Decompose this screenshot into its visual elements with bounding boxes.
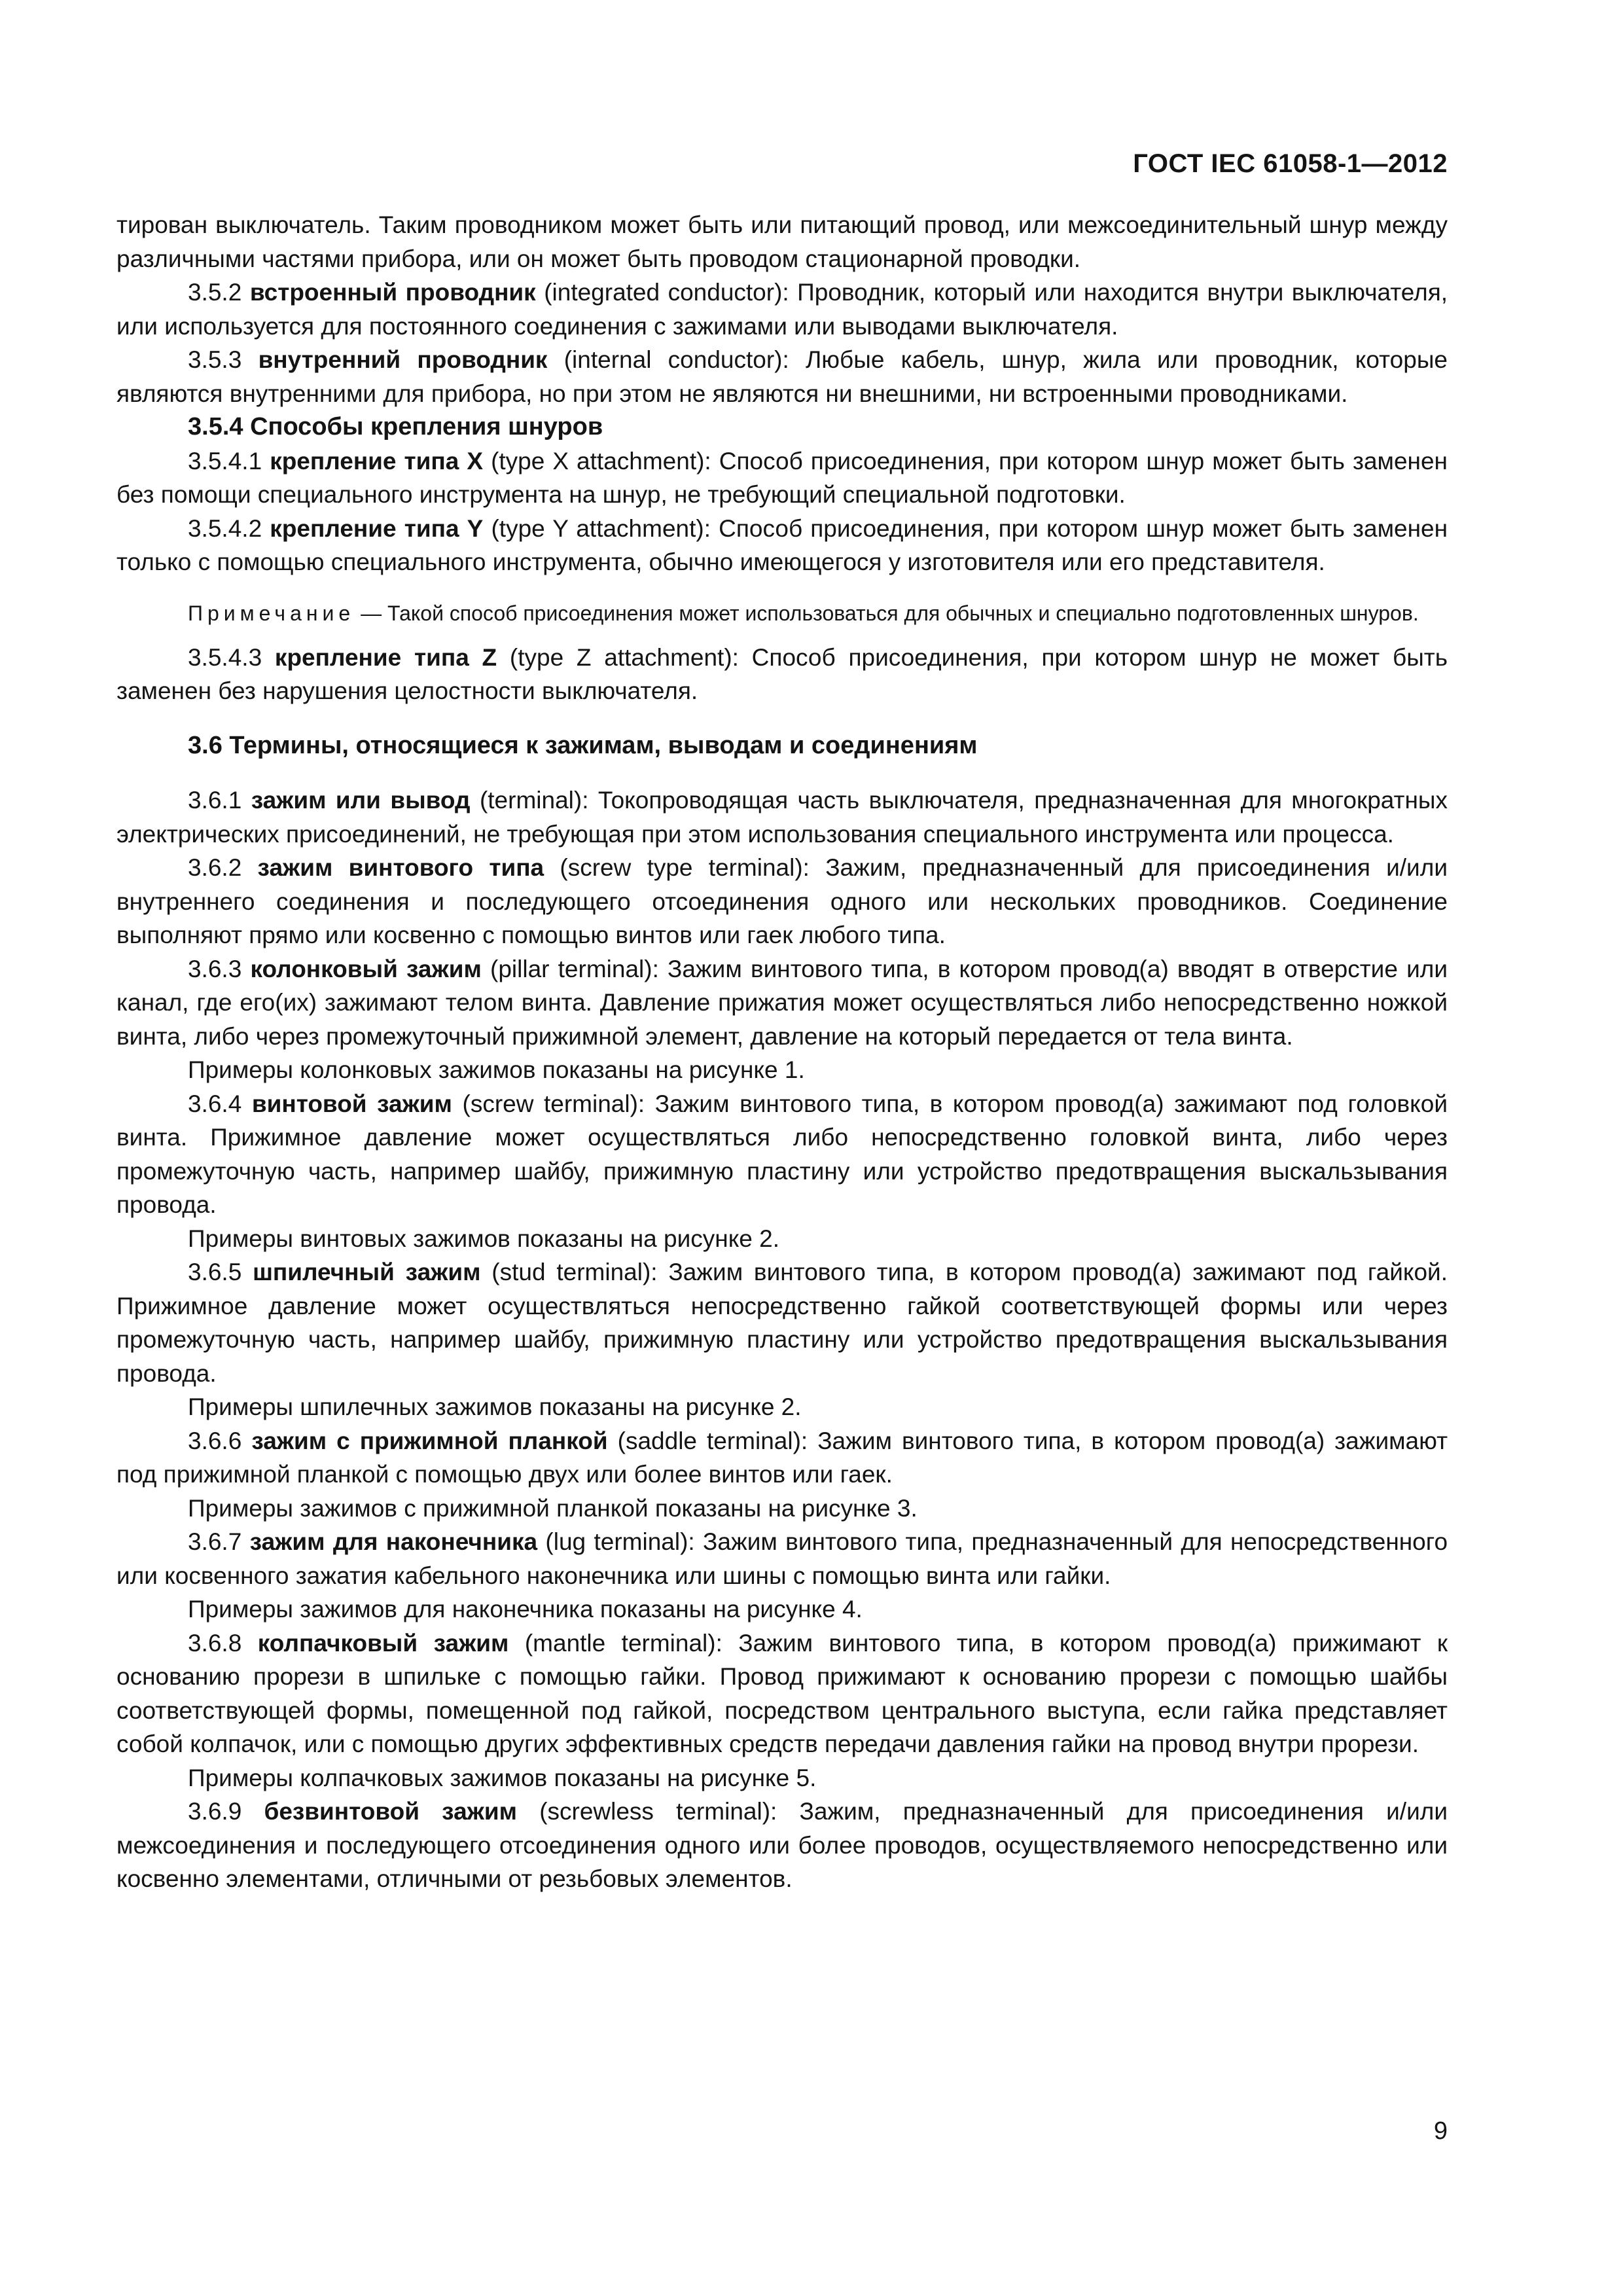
figure-reference: Примеры зажимов с прижимной планкой показаны на рисунке 3. xyxy=(188,1494,918,1522)
definition-text: (stud terminal): Зажим винтового типа, в котором провод(а) зажимают под гайкой. Прижимное давление может осуществляться непосредственно гайкой соответствующей формы или через промежуточную часть, например шайбу, прижимную пластину или устройство предотвращения выскальзывания провода. xyxy=(116,1259,1448,1387)
definition-3-6-4 xyxy=(116,1087,1448,1222)
clause-number: 3.6.8 xyxy=(188,1629,242,1657)
clause-number: 3.5.2 xyxy=(188,279,242,306)
clause-number: 3.6.6 xyxy=(188,1427,242,1454)
figure-reference: Примеры колонковых зажимов показаны на рисунке 1. xyxy=(188,1056,805,1083)
term: крепление типа Y xyxy=(270,514,484,542)
clause-number: 3.5.3 xyxy=(188,346,242,373)
definition-text: (mantle terminal): Зажим винтового типа, в котором провод(а) прижимают к основанию прорези в шпильке с помощью гайки. Провод прижимают к основанию прорези с помощью шайбы соответствующей формы, помещенной под гайкой, посредством центрального выступа, если гайка представляет собой колпачок, или с помощью других эффективных средств передачи давления гайки на провод внутри прорези. xyxy=(116,1629,1448,1757)
definition-text: (internal conductor): Любые кабель, шнур, жила или проводник, которые являются внутренними для прибора, но при этом не являются ни внешними, ни встроенными проводниками. xyxy=(116,346,1448,407)
note xyxy=(116,599,1448,628)
definition-text: (integrated conductor): Проводник, который или находится внутри выключателя, или используется для постоянного соединения с зажимами или выводами выключателя. xyxy=(116,279,1448,340)
definition-3-5-4-3 xyxy=(116,641,1448,708)
term: колпачковый зажим xyxy=(257,1629,509,1657)
clause-number: 3.6.2 xyxy=(188,854,242,881)
definition-3-5-3 xyxy=(116,343,1448,410)
page-number: 9 xyxy=(1433,2117,1448,2145)
figure-reference: Примеры винтовых зажимов показаны на рисунке 2. xyxy=(188,1225,780,1252)
term: крепление типа X xyxy=(270,447,484,475)
definition-3-6-5 xyxy=(116,1255,1448,1390)
figure-reference: Примеры колпачковых зажимов показаны на рисунке 5. xyxy=(188,1764,817,1791)
definition-3-6-1 xyxy=(116,783,1448,851)
section-heading-3-6: 3.6 Термины, относящиеся к зажимам, выводам и соединениям xyxy=(188,731,978,759)
definition-text: (screwless terminal): Зажим, предназначенный для присоединения и/или межсоединения и последующего отсоединения одного или более проводов, осуществляемого непосредственно или косвенно элементами, отличными от резьбовых элементов. xyxy=(116,1798,1448,1892)
term: безвинтовой зажим xyxy=(264,1798,517,1825)
definition-text: (screw terminal): Зажим винтового типа, в котором провод(а) зажимают под головкой винта. Прижимное давление может осуществляться либо непосредственно головкой винта, либо через промежуточную часть, например шайбу, прижимную пластину или устройство предотвращения выскальзывания провода. xyxy=(116,1090,1448,1218)
definition-3-6-8 xyxy=(116,1626,1448,1761)
term: зажим или вывод xyxy=(251,787,471,814)
clause-number: 3.6.9 xyxy=(188,1798,242,1825)
term: винтовой зажим xyxy=(251,1090,452,1117)
subsection-heading-3-5-4: 3.5.4 Способы крепления шнуров xyxy=(188,413,603,440)
definition-3-6-9 xyxy=(116,1795,1448,1896)
clause-number: 3.6.7 xyxy=(188,1528,242,1555)
definition-text: (saddle terminal): Зажим винтового типа, в котором провод(а) зажимают под прижимной планкой с помощью двух или более винтов или гаек. xyxy=(116,1427,1448,1488)
definition-text: (terminal): Токопроводящая часть выключателя, предназначенная для многократных электрических присоединений, не требующая при этом использования специального инструмента или процесса. xyxy=(116,787,1448,848)
clause-number: 3.5.4.1 xyxy=(188,447,262,475)
term: крепление типа Z xyxy=(274,643,497,671)
clause-number: 3.6.5 xyxy=(188,1259,242,1285)
definition-text: (lug terminal): Зажим винтового типа, предназначенный для непосредственного или косвенного зажатия кабельного наконечника или шины с помощью винта или гайки. xyxy=(116,1528,1448,1589)
figure-reference: Примеры зажимов для наконечника показаны на рисунке 4. xyxy=(188,1596,863,1623)
clause-number: 3.6.3 xyxy=(188,955,242,982)
note-text: — Такой способ присоединения может использоваться для обычных и специально подготовленных шнуров. xyxy=(361,601,1419,625)
term: зажим для наконечника xyxy=(249,1528,538,1555)
standard-designation: ГОСТ IEC 61058-1—2012 xyxy=(1133,149,1448,178)
definition-text: (type X attachment): Способ присоединения, при котором шнур может быть заменен без помощи специального инструмента на шнур, не требующий специальной подготовки. xyxy=(116,447,1448,508)
definition-text: (pillar terminal): Зажим винтового типа, в котором провод(а) вводят в отверстие или канал, где его(их) зажимают телом винта. Давление прижатия может осуществляться либо непосредственно ножкой винта, либо через промежуточный прижимной элемент, давление на который передается от тела винта. xyxy=(116,955,1448,1050)
clause-number: 3.5.4.2 xyxy=(188,514,262,542)
paragraph-continuation: тирован выключатель. Таким проводником может быть или питающий провод, или межсоединительный шнур между различными частями прибора, или он может быть проводом стационарной проводки. xyxy=(116,211,1448,272)
definition-text: (screw type terminal): Зажим, предназначенный для присоединения и/или внутреннего соединения и последующего отсоединения одного или нескольких проводников. Соединение выполняют прямо или косвенно с помощью винтов или гаек любого типа. xyxy=(116,854,1448,948)
definition-3-5-4-2 xyxy=(116,512,1448,579)
definition-3-5-2 xyxy=(116,276,1448,343)
definition-3-6-6 xyxy=(116,1424,1448,1492)
term: внутренний проводник xyxy=(258,346,548,373)
figure-reference: Примеры шпилечных зажимов показаны на рисунке 2. xyxy=(188,1393,802,1420)
definition-text: (type Y attachment): Способ присоединения, при котором шнур может быть заменен только с помощью специального инструмента, обычно имеющегося у изготовителя или его представителя. xyxy=(116,514,1448,575)
clause-number: 3.6.4 xyxy=(188,1090,242,1117)
term: зажим с прижимной планкой xyxy=(251,1427,608,1454)
definition-3-6-2 xyxy=(116,851,1448,952)
definition-text: (type Z attachment): Способ присоединения, при котором шнур не может быть заменен без нарушения целостности выключателя. xyxy=(116,643,1448,704)
clause-number: 3.6.1 xyxy=(188,787,242,814)
term: встроенный проводник xyxy=(249,279,536,306)
term: зажим винтового типа xyxy=(257,854,544,881)
term: шпилечный зажим xyxy=(253,1259,481,1285)
definition-3-6-7 xyxy=(116,1525,1448,1592)
definition-3-6-3 xyxy=(116,952,1448,1054)
definition-3-5-4-1 xyxy=(116,444,1448,512)
document-body xyxy=(116,208,1448,1896)
note-label: Примечание xyxy=(188,601,355,625)
clause-number: 3.5.4.3 xyxy=(188,643,262,671)
term: колонковый зажим xyxy=(250,955,482,982)
